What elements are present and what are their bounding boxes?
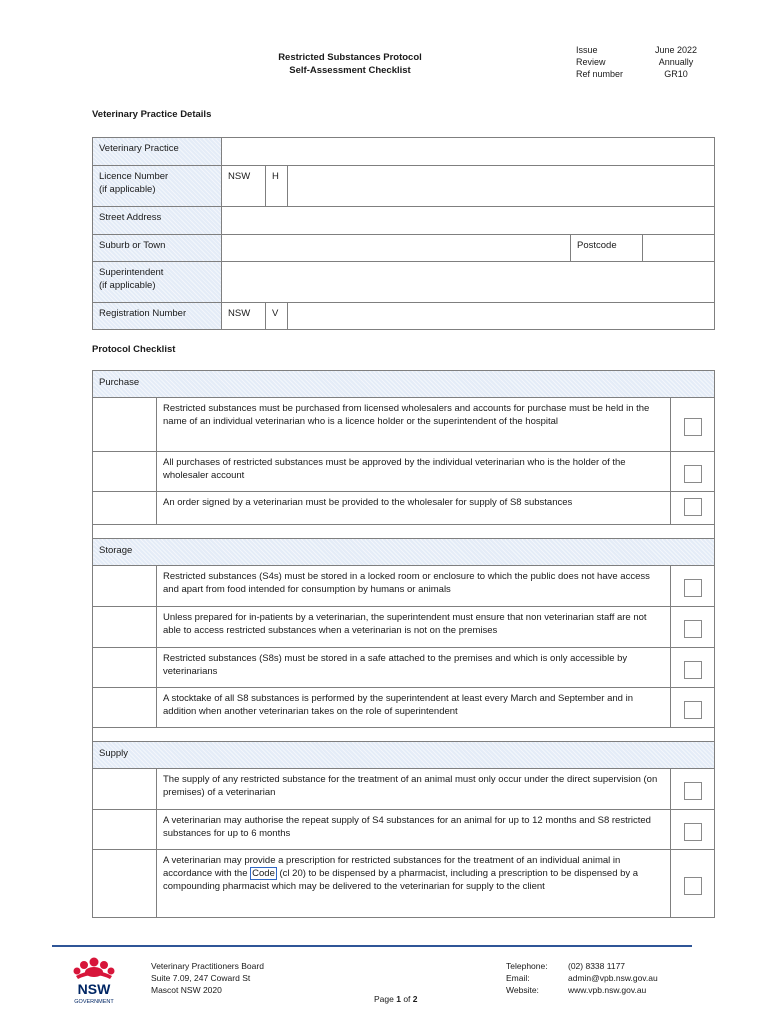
checklist-item-text: An order signed by a veterinarian must be provided to the wholesaler for supply of S8 substances [157, 492, 671, 525]
checkbox[interactable] [684, 782, 702, 800]
footer-org-line-3: Mascot NSW 2020 [151, 985, 222, 995]
issue-info [576, 44, 708, 80]
checkbox[interactable] [684, 620, 702, 638]
postcode-label: Postcode [571, 235, 643, 262]
footer-contact [506, 960, 658, 996]
checklist-heading: Protocol Checklist [92, 344, 176, 355]
checkbox[interactable] [684, 823, 702, 841]
practice-label: Veterinary Practice [93, 138, 222, 166]
review-label: Review [576, 57, 606, 67]
logo-text: NSW [77, 981, 111, 997]
checkbox[interactable] [684, 877, 702, 895]
registration-label: Registration Number [93, 303, 222, 330]
registration-prefix: NSW [222, 303, 266, 330]
footer-divider [52, 945, 692, 947]
checklist-item-text: A veterinarian may authorise the repeat supply of S4 substances for an animal for up to 12 months and S8 restricted substances for up to 6 months [157, 810, 671, 850]
checkbox[interactable] [684, 418, 702, 436]
document-title [250, 51, 450, 77]
footer-org-line-2: Suite 7.09, 247 Coward St [151, 973, 251, 983]
checkbox[interactable] [684, 579, 702, 597]
section-storage: Storage [93, 539, 715, 566]
page-prefix: Page [374, 994, 397, 1004]
checklist-item [93, 566, 715, 607]
checklist-item-text: A stocktake of all S8 substances is performed by the superintendent at least every March and September and in addition when another veterinarian takes on the role of superintendent [157, 688, 671, 728]
checklist-item-text-part: (cl 20) to be dispensed by a pharmacist, including a prescription to be dispensed by a compounding pharmacist which may be delivered to the veterinarian for supply to the client [163, 868, 639, 892]
checklist-item [93, 688, 715, 728]
footer-address [151, 960, 264, 996]
footer-org-line-1: Veterinary Practitioners Board [151, 961, 264, 971]
practice-details-table [92, 137, 715, 330]
checklist-item-text: All purchases of restricted substances must be approved by the individual veterinarian who is the holder of the wholesaler account [157, 452, 671, 492]
superintendent-label [93, 262, 222, 303]
checklist-item [93, 492, 715, 525]
protocol-checklist-table [92, 370, 715, 918]
review-value: Annually [658, 57, 694, 67]
registration-number-field[interactable] [288, 303, 715, 330]
logo-subtext: GOVERNMENT [74, 999, 114, 1005]
telephone-label: Telephone: [506, 961, 548, 971]
checklist-item [93, 769, 715, 810]
checklist-item-text: Restricted substances (S8s) must be stored in a safe attached to the premises and which is only accessible by veterinarians [157, 648, 671, 688]
checklist-item-text: Restricted substances (S4s) must be stored in a locked room or enclosure to which the public does not have access and apart from food intended for consumption by humans or animals [157, 566, 671, 607]
licence-label-line-1: Licence Number [99, 171, 169, 182]
checklist-item [93, 398, 715, 452]
nsw-government-logo [66, 952, 122, 1008]
section-purchase: Purchase [93, 371, 715, 398]
checklist-item [93, 607, 715, 648]
page-total: 2 [412, 994, 418, 1004]
checkbox[interactable] [684, 661, 702, 679]
street-label: Street Address [93, 207, 222, 235]
checklist-item-text: Restricted substances must be purchased from licensed wholesalers and accounts for purchase must be held in the name of an individual veterinarian who is a licence holder or the superintendent of the hospital [157, 398, 671, 452]
issue-value: June 2022 [654, 45, 698, 55]
licence-letter: H [266, 166, 288, 207]
issue-label: Issue [576, 45, 598, 55]
checklist-item-text: Unless prepared for in-patients by a veterinarian, the superintendent must ensure that non veterinarian staff are not able to access restricted substances when a veterinarian is not on the premises [157, 607, 671, 648]
email-link[interactable]: admin@vpb.nsw.gov.au [568, 973, 658, 983]
ref-value: GR10 [664, 69, 688, 79]
checklist-item [93, 648, 715, 688]
checklist-item [93, 850, 715, 918]
title-line-1: Restricted Substances Protocol [278, 52, 422, 63]
ref-label: Ref number [576, 69, 624, 79]
licence-prefix: NSW [222, 166, 266, 207]
licence-number-field[interactable] [288, 166, 715, 207]
details-heading: Veterinary Practice Details [92, 109, 212, 120]
checklist-item-text [157, 850, 671, 918]
registration-letter: V [266, 303, 288, 330]
checkbox[interactable] [684, 701, 702, 719]
telephone-value: (02) 8338 1177 [568, 961, 626, 971]
title-line-2: Self-Assessment Checklist [289, 65, 411, 76]
superintendent-label-line-1: Superintendent [99, 267, 164, 278]
page-number [374, 994, 418, 1004]
section-supply: Supply [93, 742, 715, 769]
checklist-item-text: The supply of any restricted substance for the treatment of an animal must only occur under the direct supervision (on premises) of a veterinarian [157, 769, 671, 810]
checklist-item [93, 810, 715, 850]
page-current: 1 [396, 994, 401, 1004]
checklist-item-text-part: A veterinarian may provide a prescription for restricted substances for the treatment of an individual animal in accordance with the [163, 855, 621, 879]
website-label: Website: [506, 985, 539, 995]
superintendent-label-line-2: (if applicable) [99, 280, 156, 291]
email-label: Email: [506, 973, 530, 983]
practice-field[interactable] [222, 138, 715, 166]
checklist-item [93, 452, 715, 492]
superintendent-field[interactable] [222, 262, 715, 303]
postcode-field[interactable] [643, 235, 715, 262]
suburb-label: Suburb or Town [93, 235, 222, 262]
suburb-field[interactable] [222, 235, 571, 262]
website-link[interactable]: www.vpb.nsw.gov.au [568, 985, 647, 995]
checkbox[interactable] [684, 465, 702, 483]
licence-label [93, 166, 222, 207]
licence-label-line-2: (if applicable) [99, 184, 156, 195]
street-field[interactable] [222, 207, 715, 235]
code-link[interactable]: Code [252, 868, 275, 879]
page-of: of [400, 994, 413, 1004]
checkbox[interactable] [684, 498, 702, 516]
